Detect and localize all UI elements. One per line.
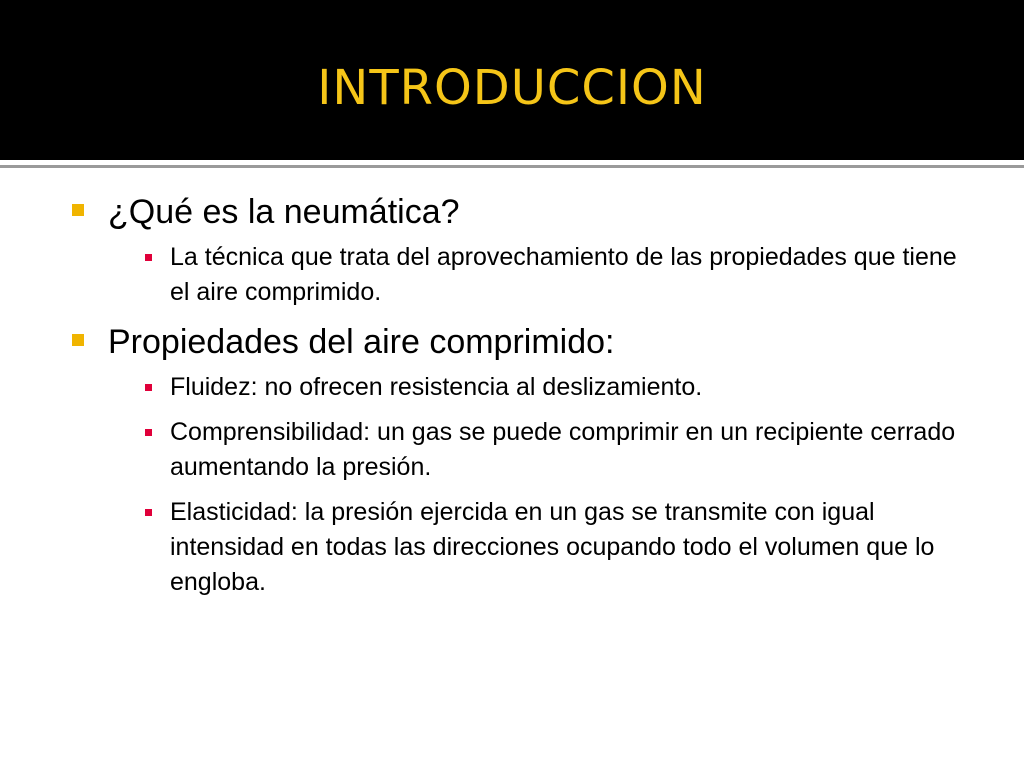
title-bar	[0, 0, 1024, 160]
sub-bullet-item	[170, 415, 970, 485]
sub-bullet-text: Elasticidad: la presión ejercida en un gas se transmite con igual intensidad en todas las direcciones ocupando todo el volumen que lo engloba.	[170, 498, 935, 596]
sub-bullet-text: La técnica que trata del aprovechamiento de las propiedades que tiene el aire comprimido.	[170, 243, 957, 306]
bullet-text: ¿Qué es la neumática?	[108, 193, 460, 231]
small-square-bullet-icon	[145, 384, 152, 391]
sub-bullet-text: Fluidez: no ofrecen resistencia al deslizamiento.	[170, 373, 703, 401]
sub-bullet-item	[170, 495, 970, 600]
bullet-item	[70, 190, 970, 234]
small-square-bullet-icon	[145, 429, 152, 436]
square-bullet-icon	[72, 334, 84, 346]
square-bullet-icon	[72, 204, 84, 216]
sub-bullet-text: Comprensibilidad: un gas se puede comprimir en un recipiente cerrado aumentando la presión.	[170, 418, 956, 481]
bullet-text: Propiedades del aire comprimido:	[108, 323, 615, 361]
slide-title: INTRODUCCION	[317, 60, 707, 116]
sub-bullet-item	[170, 370, 970, 405]
bullet-item	[70, 320, 970, 364]
small-square-bullet-icon	[145, 509, 152, 516]
sub-bullet-item	[170, 240, 970, 310]
slide-body	[70, 190, 970, 610]
small-square-bullet-icon	[145, 254, 152, 261]
title-divider	[0, 165, 1024, 168]
